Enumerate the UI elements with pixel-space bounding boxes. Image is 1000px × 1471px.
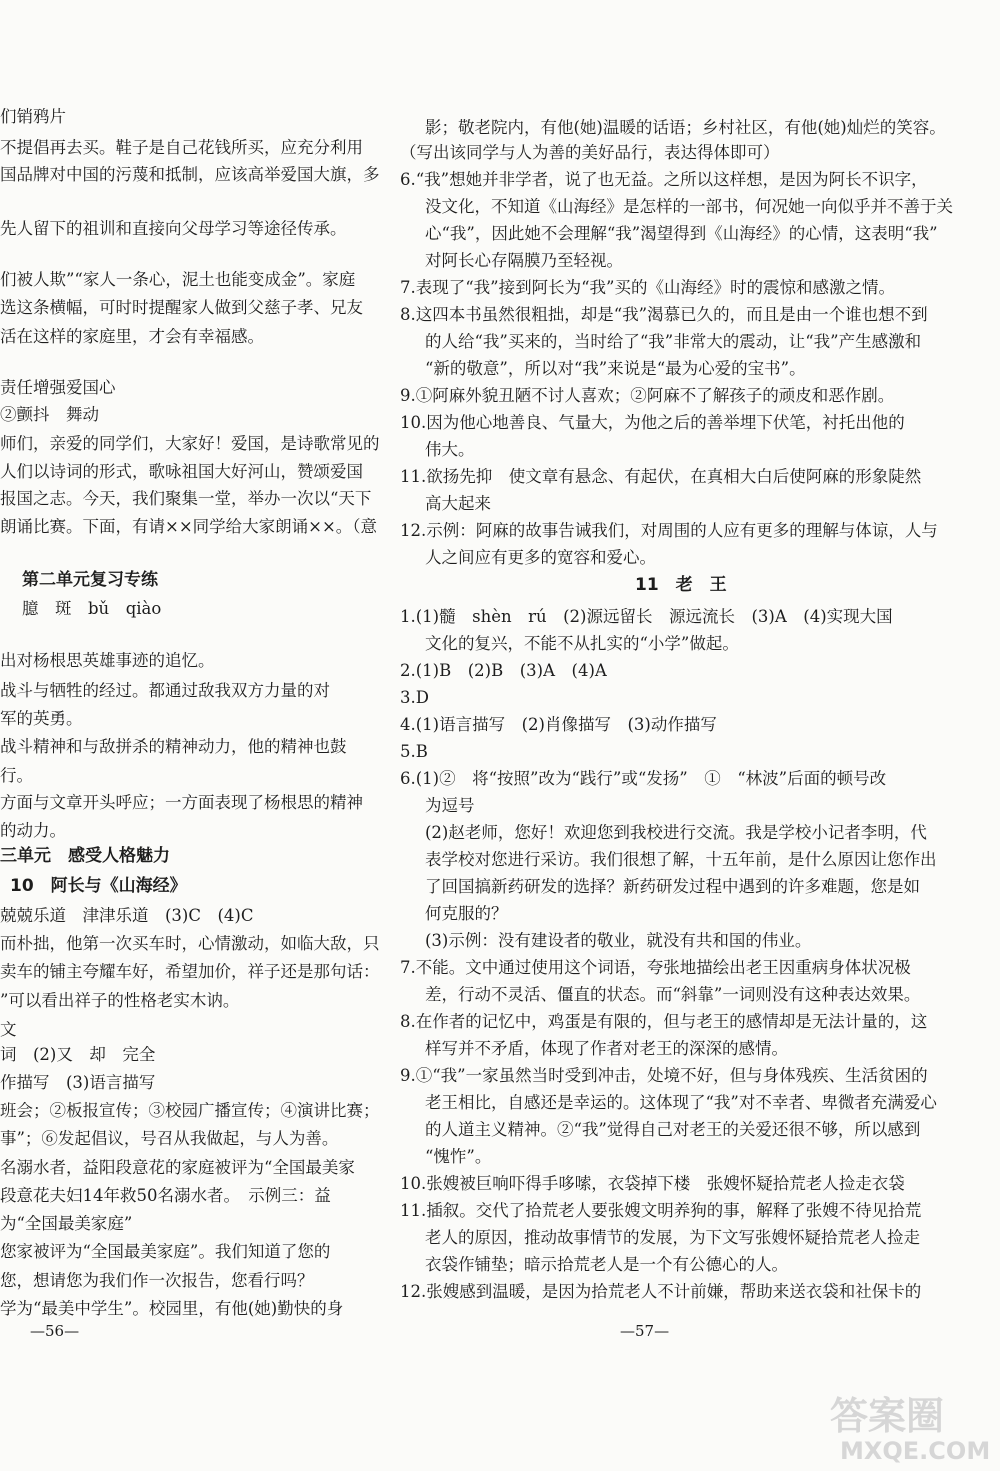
text-line: （写出该同学与人为善的美好品行，表达得体即可） — [400, 143, 780, 162]
text-line: 6.“我”想她并非学者，说了也无益。之所以这样想，是因为阿长不识字， — [400, 170, 928, 189]
text-line: 没文化，不知道《山海经》是怎样的一部书，何况她一向似乎并不善于关 — [425, 197, 953, 216]
text-line: (2)赵老师，您好！欢迎您到我校进行交流。我是学校小记者李明，代 — [425, 823, 927, 842]
left-page — [0, 0, 395, 1471]
text-line: 2.(1)B (2)B (3)A (4)A — [400, 661, 607, 680]
page-number: —56— — [30, 1322, 80, 1340]
text-line: 为“全国最美家庭” — [0, 1214, 133, 1233]
text-line: 12.示例：阿麻的故事告诫我们，对周围的人应有更多的理解与体谅，人与 — [400, 521, 938, 540]
text-line: 选这条横幅，可时时提醒家人做到父慈子孝、兄友 — [0, 298, 363, 317]
text-line: 12.张嫂感到温暖，是因为拾荒老人不计前嫌，帮助来送衣袋和社保卡的 — [400, 1282, 922, 1301]
page-number: —57— — [620, 1322, 670, 1340]
text-line: 朗诵比赛。下面，有请××同学给大家朗诵××。（意 — [0, 517, 378, 536]
text-line: 9.①阿麻外貌丑陋不讨人喜欢；②阿麻不了解孩子的顽皮和恶作剧。 — [400, 386, 895, 405]
text-line: ②颤抖 舞动 — [0, 405, 99, 424]
section-heading: 11 老 王 — [635, 575, 727, 595]
text-line: 10.因为他心地善良、气量大，为他之后的善举埋下伏笔，衬托出他的 — [400, 413, 905, 432]
text-line: 出对杨根思英雄事迹的追忆。 — [0, 651, 215, 670]
text-line: 的动力。 — [0, 821, 66, 840]
watermark-logo — [800, 1385, 1000, 1471]
text-line: 5.B — [400, 742, 428, 761]
text-line: 9.①“我”一家虽然当时受到冲击，处境不好，但与身体残疾、生活贫困的 — [400, 1066, 928, 1085]
text-line: 文化的复兴，不能不从扎实的“小学”做起。 — [425, 634, 739, 653]
text-line: 心“我”，因此她不会理解“我”渴望得到《山海经》的心情，这表明“我” — [425, 224, 938, 243]
text-line: “愧怍”。 — [425, 1147, 492, 1166]
text-line: 7.表现了“我”接到阿长为“我”买的《山海经》时的震惊和感激之情。 — [400, 278, 895, 297]
text-line: 文 — [0, 1020, 17, 1039]
text-line: 国品牌对中国的污蔑和抵制，应该高举爱国大旗，多 — [0, 165, 380, 184]
text-line: 兢兢乐道 津津乐道 (3)C (4)C — [0, 906, 254, 925]
text-line: 责任增强爱国心 — [0, 378, 116, 397]
watermark-logo-text: 答案圈 — [830, 1394, 945, 1438]
text-line: 老王相比，自感还是幸运的。这体现了“我”对不幸者、卑微者充满爱心 — [425, 1093, 937, 1112]
text-line: 高大起来 — [425, 494, 491, 513]
text-line: 11.欲扬先抑 使文章有悬念、有起伏，在真相大白后使阿麻的形象陡然 — [400, 467, 922, 486]
text-line: 而朴拙，他第一次买车时，心情激动，如临大敌，只 — [0, 934, 380, 953]
text-line: 4.(1)语言描写 (2)肖像描写 (3)动作描写 — [400, 715, 717, 734]
text-line: 样写并不矛盾，体现了作者对老王的深深的感情。 — [425, 1039, 788, 1058]
text-line: 段意花夫妇14年救50名溺水者。 示例三：益 — [0, 1186, 331, 1205]
text-line: 6.(1)② 将“按照”改为“践行”或“发扬” ① “林波”后面的顿号改 — [400, 769, 887, 788]
text-line: 卖车的铺主夸耀车好，希望加价，祥子还是那句话： — [0, 962, 380, 981]
text-line: 班会；②板报宣传；③校园广播宣传；④演讲比赛； — [0, 1101, 380, 1120]
text-line: 活在这样的家庭里，才会有幸福感。 — [0, 327, 264, 346]
text-line: 对阿长心存隔膜乃至轻视。 — [425, 251, 623, 270]
text-line: 11.插叙。交代了拾荒老人要张嫂文明养狗的事，解释了张嫂不待见拾荒 — [400, 1201, 922, 1220]
text-line: 军的英勇。 — [0, 709, 83, 728]
text-line: 8.在作者的记忆中，鸡蛋是有限的，但与老王的感情却是无法计量的，这 — [400, 1012, 928, 1031]
text-line: 师们，亲爱的同学们，大家好！爱国，是诗歌常见的 — [0, 434, 380, 453]
text-line: 词 (2)又 却 完全 — [0, 1045, 156, 1064]
text-line: 行。 — [0, 766, 33, 785]
text-line: 了回国搞新药研发的选择？新药研发过程中遇到的许多难题，您是如 — [425, 877, 920, 896]
text-line: 影；敬老院内，有他(她)温暖的话语；乡村社区，有他(她)灿烂的笑容。 — [425, 118, 946, 137]
text-line: 报国之志。今天，我们聚集一堂，举办一次以“天下 — [0, 489, 372, 508]
text-line: 差，行动不灵活、僵直的状态。而“斜靠”一词则没有这种表达效果。 — [425, 985, 921, 1004]
text-line: 们销鸦片 — [0, 107, 66, 126]
text-line: 人之间应有更多的宽容和爱心。 — [425, 548, 656, 567]
text-line: 的人给“我”买来的，当时给了“我”非常大的震动，让“我”产生感激和 — [425, 332, 922, 351]
text-line: 的人道主义精神。②“我”觉得自己对老王的关爱还很不够，所以感到 — [425, 1120, 921, 1139]
section-heading: 第二单元复习专练 — [22, 570, 158, 590]
text-line: “新的敬意”，所以对“我”来说是“最为心爱的宝书”。 — [425, 359, 806, 378]
text-line: 先人留下的祖训和直接向父母学习等途径传承。 — [0, 219, 347, 238]
text-line: 人们以诗词的形式，歌咏祖国大好河山，赞颂爱国 — [0, 462, 363, 481]
text-line: 不提倡再去买。鞋子是自己花钱所买，应充分利用 — [0, 138, 363, 157]
text-line: 名溺水者，益阳段意花的家庭被评为“全国最美家 — [0, 1158, 355, 1177]
text-line: 7.不能。文中通过使用这个词语，夸张地描绘出老王因重病身体状况极 — [400, 958, 911, 977]
text-line: 们被人欺”“家人一条心，泥土也能变成金”。家庭 — [0, 270, 356, 289]
right-page — [400, 0, 960, 1471]
section-heading: 10 阿长与《山海经》 — [10, 876, 187, 896]
text-line: 事”；⑥发起倡议，号召从我做起，与人为善。 — [0, 1129, 339, 1148]
section-heading: 三单元 感受人格魅力 — [0, 846, 170, 866]
text-line: 衣袋作铺垫；暗示拾荒老人是一个有公德心的人。 — [425, 1255, 788, 1274]
text-line: 战斗精神和与敌拼杀的精神动力，他的精神也鼓 — [0, 737, 347, 756]
watermark-url: MXQE.COM — [840, 1437, 991, 1465]
text-line: 臆 斑 bǔ qiào — [22, 599, 162, 618]
text-line: 伟大。 — [425, 440, 475, 459]
text-line: 为逗号 — [425, 796, 475, 815]
text-line: 作描写 (3)语言描写 — [0, 1073, 156, 1092]
text-line: 方面与文章开头呼应；一方面表现了杨根思的精神 — [0, 793, 363, 812]
text-line: 表学校对您进行采访。我们很想了解，十五年前，是什么原因让您作出 — [425, 850, 937, 869]
text-line: 何克服的？ — [425, 904, 508, 923]
text-line: 您，想请您为我们作一次报告，您看行吗？ — [0, 1271, 314, 1290]
text-line: 学为“最美中学生”。校园里，有他(她)勤快的身 — [0, 1299, 344, 1318]
text-line: (3)示例：没有建设者的敬业，就没有共和国的伟业。 — [425, 931, 812, 950]
text-line: 战斗与牺牲的经过。都通过敌我双方力量的对 — [0, 681, 330, 700]
text-line: 老人的原因，推动故事情节的发展，为下文写张嫂怀疑拾荒老人捡走 — [425, 1228, 920, 1247]
text-line: ”可以看出祥子的性格老实木讷。 — [0, 991, 240, 1010]
text-line: 8.这四本书虽然很粗拙，却是“我”渴慕已久的，而且是由一个谁也想不到 — [400, 305, 928, 324]
text-line: 您家被评为“全国最美家庭”。我们知道了您的 — [0, 1242, 331, 1261]
text-line: 1.(1)髓 shèn rú (2)源远留长 源远流长 (3)A (4)实现大国 — [400, 607, 893, 626]
text-line: 10.张嫂被巨响吓得手哆嗦，衣袋掉下楼 张嫂怀疑拾荒老人捡走衣袋 — [400, 1174, 905, 1193]
text-line: 3.D — [400, 688, 429, 707]
